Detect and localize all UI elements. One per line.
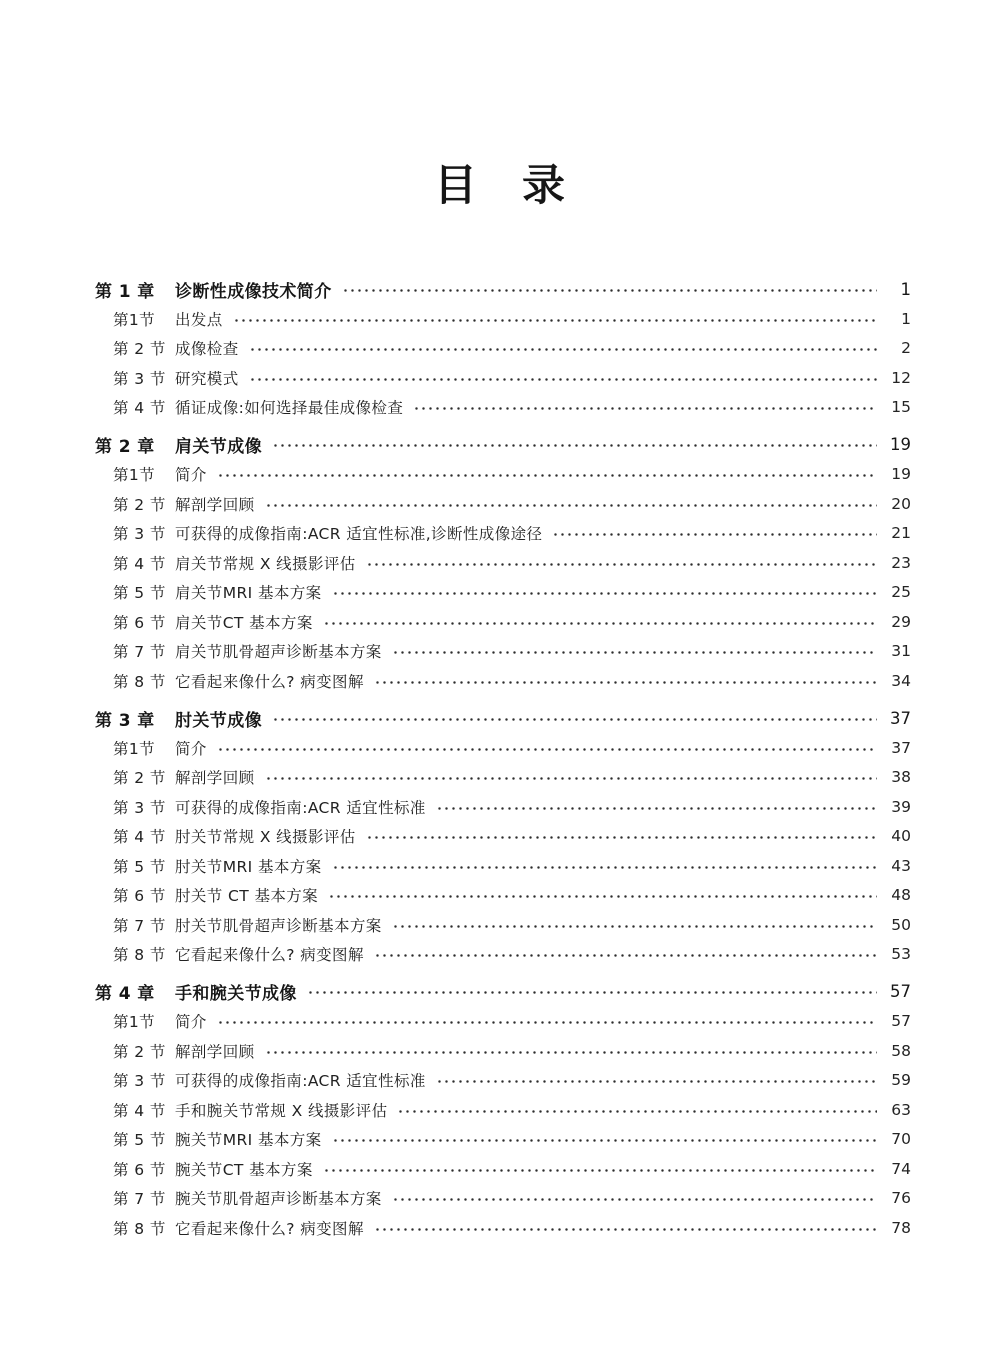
dot-leader	[217, 733, 877, 763]
section-number-label: 第 4 节	[113, 828, 166, 847]
section-title: 解剖学回顾	[175, 769, 255, 788]
dot-leader	[374, 1213, 877, 1243]
dot-leader	[392, 637, 877, 667]
section-title: 手和腕关节常规 X 线摄影评估	[175, 1101, 388, 1120]
section-title: 腕关节CT 基本方案	[175, 1160, 313, 1179]
section-page-number: 53	[891, 945, 911, 964]
section-title: 肘关节 CT 基本方案	[175, 887, 319, 906]
dot-leader	[272, 430, 877, 460]
section-page-number: 40	[891, 827, 911, 846]
section-page-number: 34	[891, 671, 911, 690]
section-title: 出发点	[175, 310, 223, 329]
section-title: 腕关节肌骨超声诊断基本方案	[175, 1190, 382, 1209]
section-page-number: 20	[891, 494, 911, 513]
section-title: 解剖学回顾	[175, 495, 255, 514]
section-title: 可获得的成像指南:ACR 适宜性标准,诊断性成像途径	[175, 525, 543, 544]
dot-leader	[436, 792, 877, 822]
section-page-number: 59	[891, 1071, 911, 1090]
toc-section-row	[95, 1066, 911, 1096]
toc-section-row	[95, 489, 911, 519]
dot-leader	[249, 334, 877, 364]
section-page-number: 70	[891, 1130, 911, 1149]
section-title: 循证成像:如何选择最佳成像检查	[175, 399, 404, 418]
section-page-number: 38	[891, 768, 911, 787]
toc-section-row	[95, 666, 911, 696]
dot-leader	[328, 881, 877, 911]
chapter-number-label: 第 2 章	[95, 437, 155, 457]
section-number-label: 第 4 节	[113, 1101, 166, 1120]
chapter-title: 肘关节成像	[175, 710, 262, 731]
section-number-label: 第 6 节	[113, 613, 166, 632]
toc-list	[95, 274, 911, 1243]
section-number-label: 第 2 节	[113, 340, 166, 359]
chapter-number-label: 第 3 章	[95, 710, 155, 731]
section-page-number: 43	[891, 856, 911, 875]
section-title: 肘关节常规 X 线摄影评估	[175, 828, 356, 847]
section-title: 研究模式	[175, 369, 239, 388]
section-number-label: 第 7 节	[113, 643, 166, 662]
section-title: 肩关节肌骨超声诊断基本方案	[175, 643, 382, 662]
section-number-label: 第1节	[113, 466, 156, 485]
toc-chapter-row	[95, 703, 911, 733]
section-page-number: 25	[891, 583, 911, 602]
section-number-label: 第 8 节	[113, 1219, 166, 1238]
toc-section-row	[95, 822, 911, 852]
section-number-label: 第 4 节	[113, 554, 166, 573]
section-title: 肩关节MRI 基本方案	[175, 584, 322, 603]
dot-leader	[332, 851, 877, 881]
dot-leader	[413, 393, 877, 423]
section-number-label: 第1节	[113, 310, 156, 329]
dot-leader	[332, 578, 877, 608]
chapter-title: 手和腕关节成像	[175, 984, 297, 1004]
chapter-page-number: 1	[900, 279, 911, 299]
toc-section-row	[95, 792, 911, 822]
toc-section-row	[95, 1213, 911, 1243]
toc-section-row	[95, 1154, 911, 1184]
toc-section-row	[95, 940, 911, 970]
dot-leader	[374, 940, 877, 970]
section-page-number: 39	[891, 797, 911, 816]
toc-section-row	[95, 733, 911, 763]
dot-leader	[366, 822, 877, 852]
section-title: 它看起来像什么? 病变图解	[175, 672, 364, 691]
dot-leader	[217, 1007, 877, 1037]
toc-chapter-row	[95, 430, 911, 460]
section-number-label: 第 3 节	[113, 1072, 166, 1091]
section-title: 解剖学回顾	[175, 1042, 255, 1061]
toc-section-row	[95, 607, 911, 637]
section-page-number: 63	[891, 1100, 911, 1119]
section-number-label: 第1节	[113, 1013, 156, 1032]
section-number-label: 第 8 节	[113, 672, 166, 691]
section-number-label: 第 5 节	[113, 584, 166, 603]
toc-section-row	[95, 1095, 911, 1125]
dot-leader	[307, 977, 877, 1007]
section-title: 可获得的成像指南:ACR 适宜性标准	[175, 1072, 426, 1091]
section-title: 肘关节肌骨超声诊断基本方案	[175, 916, 382, 935]
chapter-page-number: 19	[890, 435, 911, 454]
toc-chapter-row	[95, 977, 911, 1007]
toc-section-row	[95, 393, 911, 423]
toc-section-row	[95, 363, 911, 393]
section-page-number: 74	[891, 1159, 911, 1178]
section-page-number: 58	[891, 1041, 911, 1060]
chapter-number-label: 第 1 章	[95, 281, 155, 302]
toc-section-row	[95, 304, 911, 334]
section-title: 肩关节CT 基本方案	[175, 613, 313, 632]
section-page-number: 2	[901, 339, 911, 358]
section-page-number: 76	[891, 1189, 911, 1208]
dot-leader	[323, 607, 877, 637]
section-number-label: 第 7 节	[113, 916, 166, 935]
toc-section-row	[95, 519, 911, 549]
chapter-page-number: 57	[890, 982, 911, 1001]
section-number-label: 第 3 节	[113, 798, 166, 817]
section-page-number: 12	[891, 368, 911, 387]
section-title: 它看起来像什么? 病变图解	[175, 1219, 364, 1238]
dot-leader	[374, 666, 877, 696]
toc-section-row	[95, 460, 911, 490]
section-number-label: 第 3 节	[113, 369, 166, 388]
section-number-label: 第 8 节	[113, 946, 166, 965]
toc-section-row	[95, 334, 911, 364]
dot-leader	[436, 1066, 877, 1096]
dot-leader	[272, 703, 877, 733]
section-page-number: 23	[891, 553, 911, 572]
chapter-number-label: 第 4 章	[95, 984, 155, 1004]
section-page-number: 1	[901, 309, 911, 328]
section-page-number: 57	[891, 1012, 911, 1031]
dot-leader	[342, 274, 877, 304]
dot-leader	[265, 763, 877, 793]
dot-leader	[392, 1184, 877, 1214]
section-title: 可获得的成像指南:ACR 适宜性标准	[175, 798, 426, 817]
section-title: 肘关节MRI 基本方案	[175, 857, 322, 876]
dot-leader	[332, 1125, 877, 1155]
toc-section-row	[95, 763, 911, 793]
chapter-page-number: 37	[890, 708, 911, 728]
section-number-label: 第 2 节	[113, 769, 166, 788]
section-title: 简介	[175, 739, 207, 758]
section-title: 成像检查	[175, 340, 239, 359]
toc-chapter-row	[95, 274, 911, 304]
section-number-label: 第1节	[113, 739, 156, 758]
section-title: 肩关节常规 X 线摄影评估	[175, 554, 356, 573]
section-title: 简介	[175, 1013, 207, 1032]
section-page-number: 31	[891, 642, 911, 661]
section-page-number: 50	[891, 915, 911, 934]
dot-leader	[233, 304, 877, 334]
dot-leader	[249, 363, 877, 393]
toc-section-row	[95, 1184, 911, 1214]
dot-leader	[397, 1095, 877, 1125]
section-number-label: 第 6 节	[113, 1160, 166, 1179]
dot-leader	[265, 489, 877, 519]
section-number-label: 第 2 节	[113, 495, 166, 514]
section-page-number: 21	[891, 524, 911, 543]
dot-leader	[217, 460, 877, 490]
dot-leader	[552, 519, 877, 549]
chapter-title: 诊断性成像技术简介	[175, 281, 332, 302]
toc-section-row	[95, 578, 911, 608]
section-number-label: 第 5 节	[113, 1131, 166, 1150]
section-title: 腕关节MRI 基本方案	[175, 1131, 322, 1150]
page-title: 目 录	[434, 161, 566, 211]
chapter-title: 肩关节成像	[175, 437, 262, 457]
section-page-number: 37	[891, 738, 911, 757]
section-number-label: 第 2 节	[113, 1042, 166, 1061]
toc-section-row	[95, 851, 911, 881]
section-page-number: 19	[891, 465, 911, 484]
section-number-label: 第 7 节	[113, 1190, 166, 1209]
section-title: 简介	[175, 466, 207, 485]
toc-section-row	[95, 881, 911, 911]
section-page-number: 48	[891, 886, 911, 905]
toc-section-row	[95, 548, 911, 578]
section-number-label: 第 5 节	[113, 857, 166, 876]
section-page-number: 15	[891, 398, 911, 417]
dot-leader	[392, 910, 877, 940]
toc-section-row	[95, 1007, 911, 1037]
section-page-number: 29	[891, 612, 911, 631]
toc-section-row	[95, 910, 911, 940]
section-number-label: 第 4 节	[113, 399, 166, 418]
section-number-label: 第 6 节	[113, 887, 166, 906]
dot-leader	[323, 1154, 877, 1184]
dot-leader	[366, 548, 877, 578]
section-number-label: 第 3 节	[113, 525, 166, 544]
toc-section-row	[95, 1036, 911, 1066]
section-page-number: 78	[891, 1218, 911, 1237]
dot-leader	[265, 1036, 877, 1066]
toc-section-row	[95, 1125, 911, 1155]
toc-section-row	[95, 637, 911, 667]
section-title: 它看起来像什么? 病变图解	[175, 946, 364, 965]
